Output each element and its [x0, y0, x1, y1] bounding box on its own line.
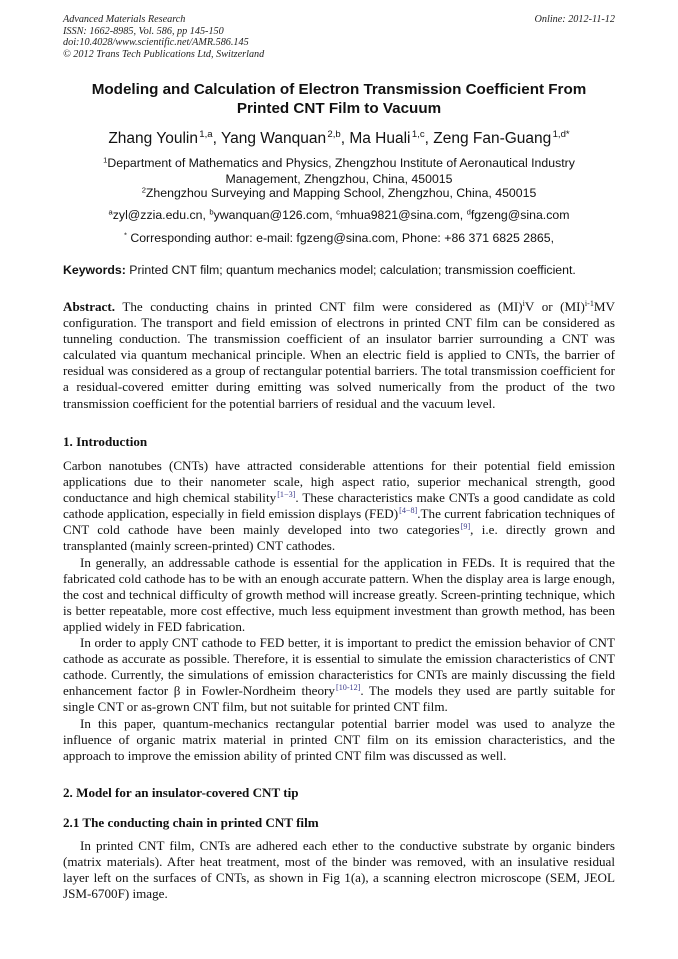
paragraph: In this paper, quantum-mechanics rectangular potential barrier model was used to analyze the influence of organic matrix material in printed CNT film on its emission characteristics, and the approach to improve the emission ability of printed CNT film was discussed as well. [63, 715, 615, 763]
paragraph-text: . The models they used are partly suitable for single CNT or as-grown CNT film, but not suitable for printed CNT film. [63, 683, 616, 715]
email-sup: a [108, 207, 113, 217]
author-name: Yang Wanquan [220, 130, 327, 147]
paragraph [63, 635, 615, 715]
journal-header [63, 14, 615, 60]
email-sup: d [466, 207, 471, 217]
author-sep: , [212, 130, 221, 147]
affiliation-1 [63, 156, 615, 187]
issn: ISSN: 1662-8985, Vol. 586, pp 145-150 [63, 25, 224, 37]
email-sup: c [336, 207, 340, 217]
paper-title [63, 80, 615, 118]
abstract-text: V or (MI) [524, 299, 585, 314]
citation[interactable]: [4−8] [399, 506, 418, 516]
abstract-text: The conducting chains in printed CNT film were considered as (MI) [115, 299, 523, 314]
email-sep: , [459, 208, 467, 222]
online-date: Online: 2012-11-12 [534, 14, 615, 25]
paragraph-text: . These characteristics make CNTs a good candidate as cold cathode application, especially in field emission displays (FED) [63, 490, 616, 522]
email-link[interactable]: ywanquan@126.com [213, 208, 330, 222]
subsection-2-1-heading: 2.1 The conducting chain in printed CNT film [63, 815, 319, 830]
title-line-1: Modeling and Calculation of Electron Transmission Coefficient From [91, 81, 587, 98]
section-1-heading: 1. Introduction [63, 434, 148, 449]
affiliation-2 [63, 186, 615, 202]
section-2-heading: 2. Model for an insulator-covered CNT tip [63, 785, 299, 800]
email-sup: b [209, 207, 214, 217]
email-sep: , [202, 208, 210, 222]
author-sep: , [424, 130, 434, 147]
email-line [63, 208, 615, 224]
author-sup: 1,a [199, 129, 213, 141]
corresponding-text: Corresponding author: e-mail: fgzeng@sina.com, Phone: +86 371 6825 2865, [126, 231, 555, 245]
affiliation-sup: 1 [103, 155, 108, 165]
author-sep: , [340, 130, 350, 147]
affiliation-sup: 2 [141, 185, 146, 195]
citation[interactable]: [10-12] [336, 683, 361, 693]
email-link[interactable]: zyl@zzia.edu.cn [112, 208, 203, 222]
paragraph-text: , i.e. directly grown and transplanted (mainly screen-printed) CNT cathodes. [63, 522, 615, 554]
paragraph-text: Carbon nanotubes (CNTs) have attracted considerable attentions for their potential field emission applications due to their nanometer scale, high aspect ratio, superior mechanical strength, good conductance and high chemical stability [63, 458, 615, 506]
doi: doi:10.4028/www.scientific.net/AMR.586.145 [63, 37, 249, 49]
affiliation-1-line-1: Department of Mathematics and Physics, Zhengzhou Institute of Aeronautical Industry [107, 156, 575, 170]
paragraph: In printed CNT film, CNTs are adhered each ether to the conductive substrate by organic binders (matrix materials). After heat treatment, most of the binder was removed, with an insulative residual layer left on the surfaces of CNTs, as shown in Fig 1(a), a scanning electron microscope (SEM, JEOL JSM-6700F) image. [63, 838, 615, 902]
email-link[interactable]: fgzeng@sina.com [470, 208, 570, 222]
keywords-label: Keywords: [63, 263, 126, 277]
author-list [63, 129, 615, 149]
email-link[interactable]: mhua9821@sina.com [339, 208, 460, 222]
keywords-text: Printed CNT film; quantum mechanics model; calculation; transmission coefficient. [125, 263, 576, 277]
paragraph: In generally, an addressable cathode is essential for the application in FEDs. It is required that the fabricated cold cathode has to be with an enough accurate pattern. When the display area is large enough, the cost and technical difficulty of growth method will increase greatly. Screen-printing technique, which is better repeatable, more cost effective, much less equipment investment than growth method, has been applied widely in FED fabrication. [63, 554, 615, 634]
copyright: © 2012 Trans Tech Publications Ltd, Switzerland [63, 48, 265, 60]
abstract-text: MV configuration. The transport and field emission of electrons in printed CNT film can be considered as tunneling conduction. The transmission coefficient of an insulator barrier surrounding a CNT was calculated via quantum mechanical principle. When an electric field is applied to CNTs, the barrier of residual was considered as a group of rectangular potential barriers. The total transmission coefficient for a residual-covered emitter during emitting was solved numerically from the product of the two transmission coefficient for the potential barriers of residual and the vacuum level. [63, 299, 615, 411]
corresponding-author [63, 231, 615, 247]
corresponding-sup: * [123, 230, 127, 240]
paragraph [63, 458, 615, 555]
paragraph-text: In order to apply CNT cathode to FED better, it is important to predict the emission behavior of CNT cathode as accurate as possible. Therefore, it is essential to simulate the emission characteristics of CNT cathode. Currently, the simulations of emission characteristics for CNTs are mainly discussing the field enhancement factor β in Fowler-Nordheim theory [63, 635, 615, 699]
section-1-body [63, 458, 615, 764]
abstract-sup: i [522, 298, 525, 308]
author-sup: 2,b [327, 129, 341, 141]
abstract-label: Abstract. [63, 299, 115, 314]
author-name: Ma Huali [349, 130, 411, 147]
email-sep: , [329, 208, 337, 222]
author-name: Zeng Fan-Guang [433, 130, 552, 147]
keywords [63, 263, 615, 278]
title-line-2: Printed CNT Film to Vacuum [236, 100, 442, 117]
author-sup: 1,d* [552, 129, 570, 141]
abstract-sup: i-1 [584, 298, 594, 308]
citation[interactable]: [1−3] [277, 490, 296, 500]
author-name: Zhang Youlin [108, 130, 198, 147]
affiliation-2-text: Zhengzhou Surveying and Mapping School, Zhengzhou, China, 450015 [145, 186, 537, 200]
affiliation-1-line-2: Management, Zhengzhou, China, 450015 [225, 171, 453, 186]
paragraph-text: .The current fabrication techniques of CNT cold cathode have been mainly developed into two categories [63, 506, 615, 538]
section-2-body [63, 838, 615, 902]
author-sup: 1,c [411, 129, 425, 141]
journal-name: Advanced Materials Research [63, 14, 186, 25]
citation[interactable]: [9] [460, 522, 471, 532]
abstract [63, 299, 615, 412]
